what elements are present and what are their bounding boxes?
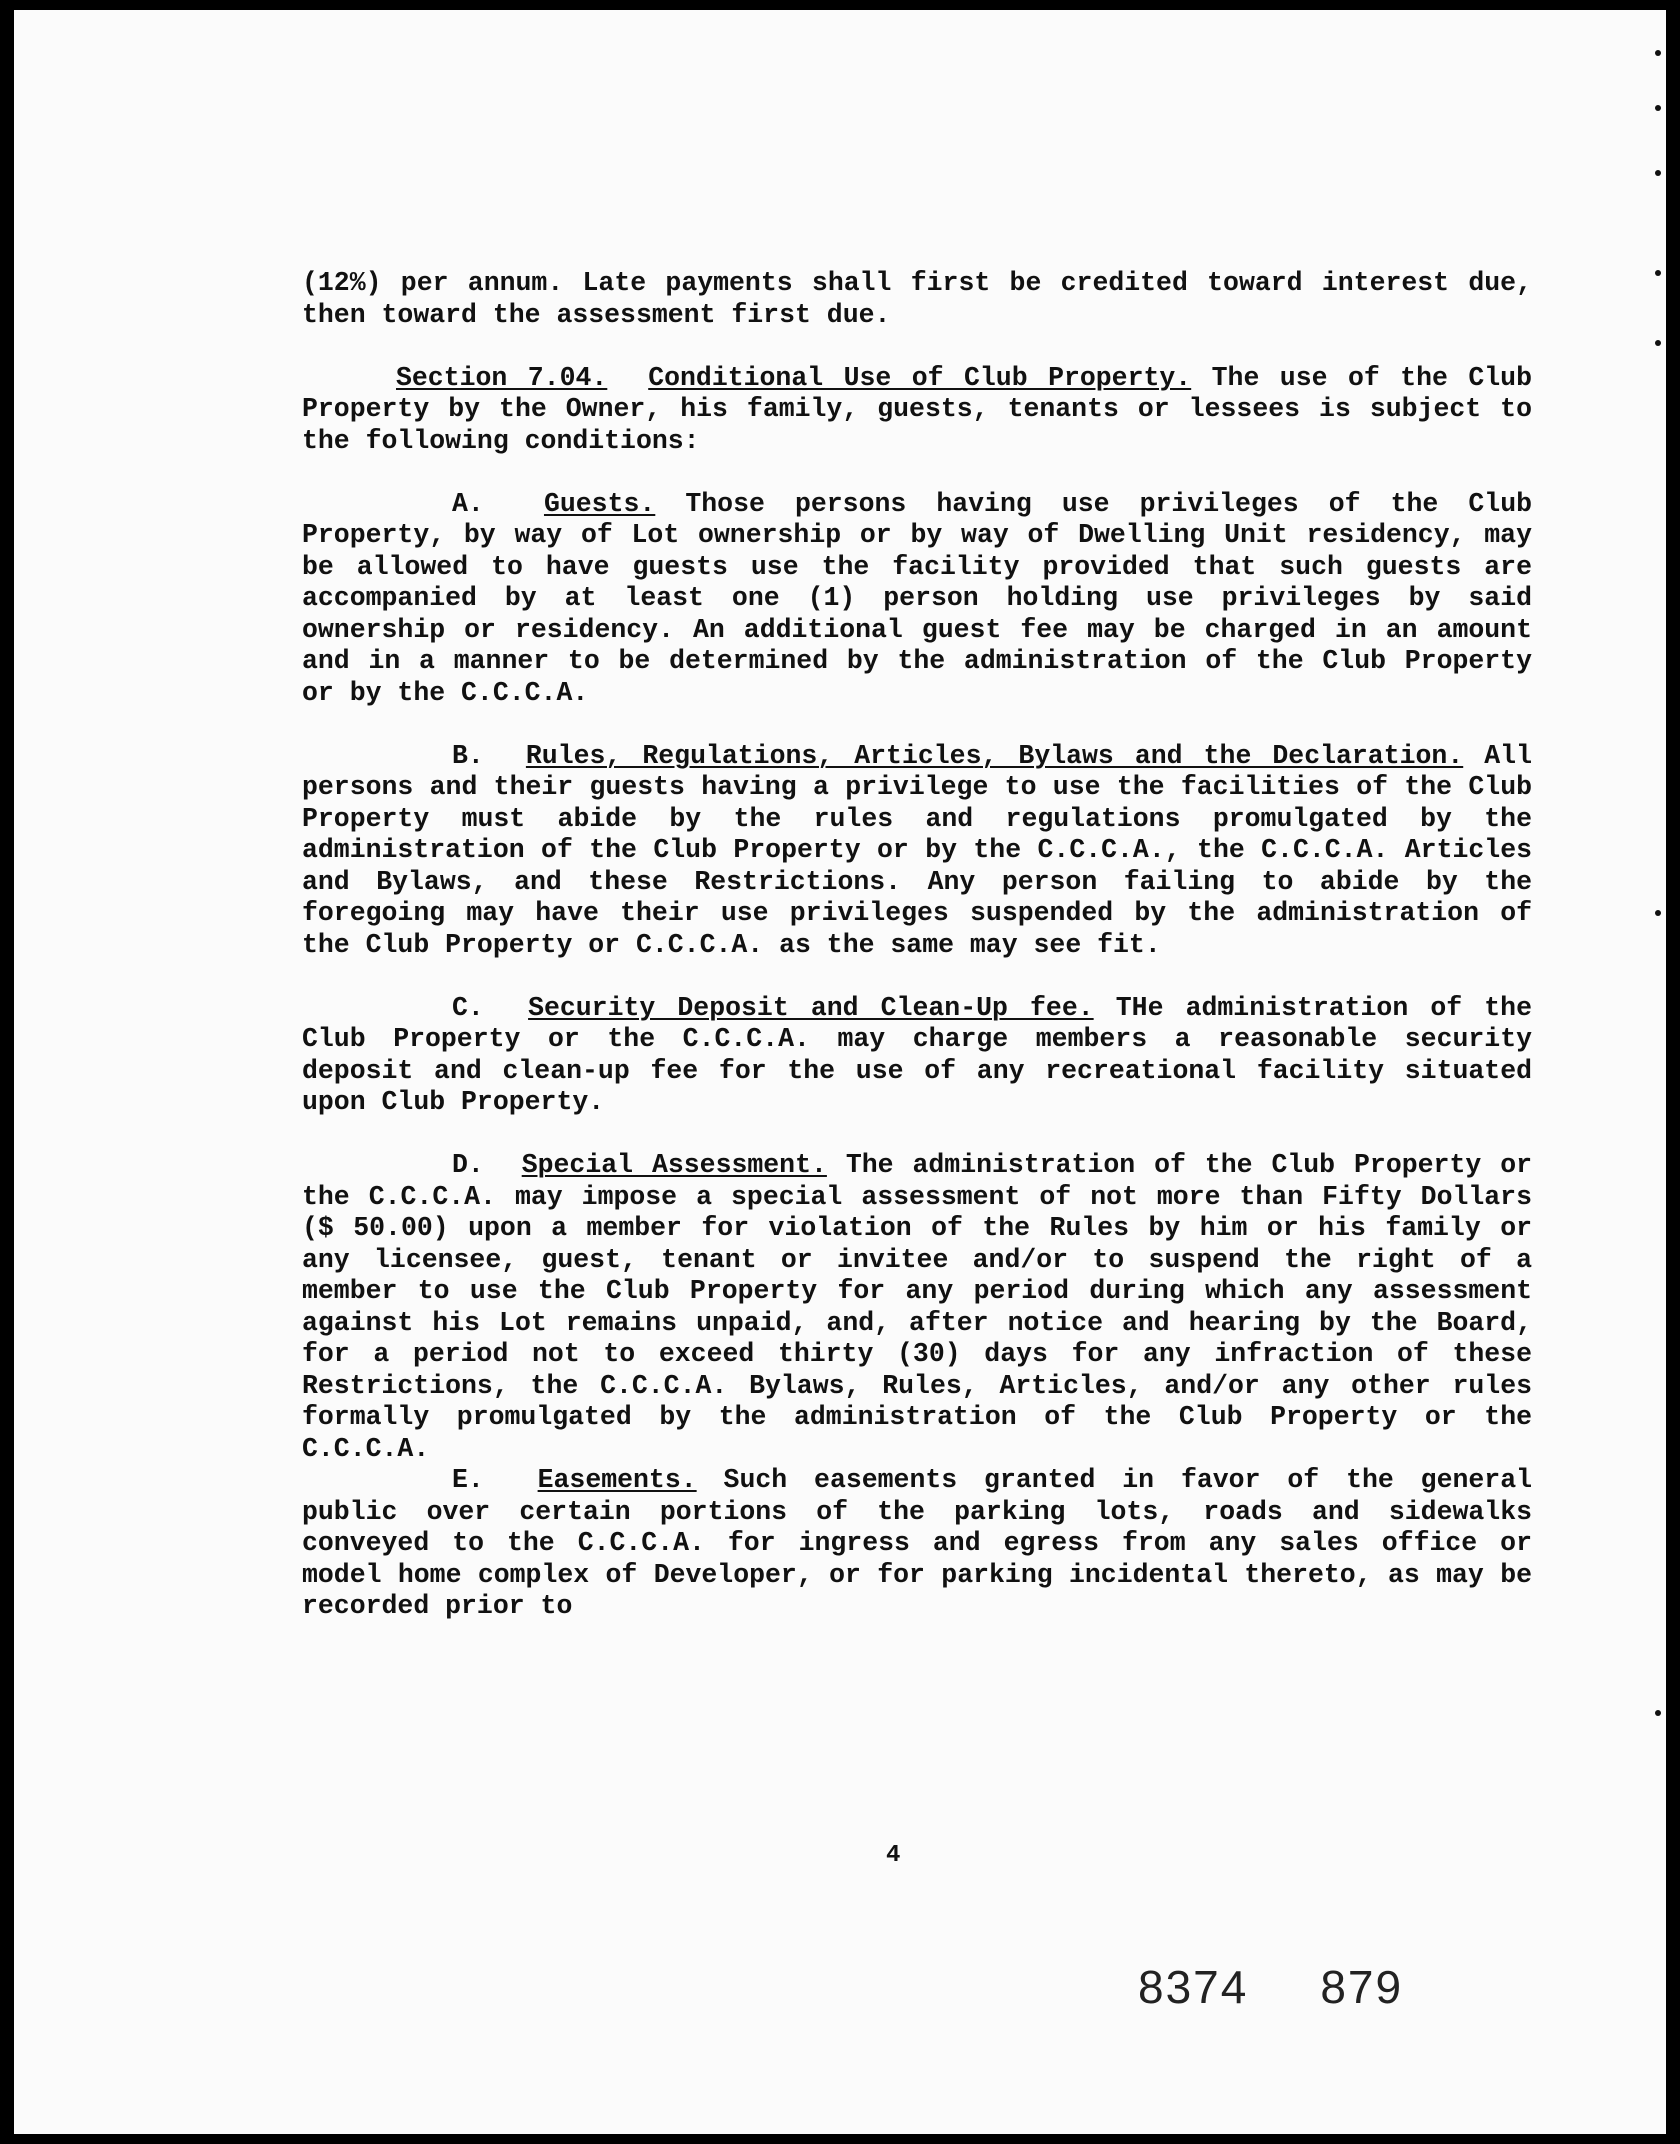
section-paragraph	[302, 363, 1532, 458]
item-letter: C.	[452, 992, 484, 1023]
item-heading: Special Assessment.	[521, 1150, 827, 1180]
item-body: All persons and their guests having a privilege to use the facilities of the Club Property must abide by the rules and regulations promulgated by the administration of the Club Property or by the C.C.C.A., the C.C.C.A. Articles and Bylaws, and these Restrictions. Any person failing to abide by the foregoing may have their use privileges suspended by the administration of the Club Property or C.C.C.A. as the same may see fit.	[302, 740, 1532, 960]
item-body: Those persons having use privileges of the Club Property, by way of Lot ownership or by way of Dwelling Unit residency, may be allowed to have guests use the facility provided that such guests are accompanied by at least one (1) person holding use privileges by said ownership or residency. An additional guest fee may be charged in an amount and in a manner to be determined by the administration of the Club Property or by the C.C.C.A.	[302, 488, 1532, 708]
scan-edge-marks	[1652, 10, 1664, 2134]
item-letter: E.	[452, 1465, 484, 1495]
item-letter: B.	[452, 740, 484, 771]
item-letter: D.	[452, 1150, 484, 1180]
item-paragraph-b	[302, 741, 1532, 962]
page-number: 4	[886, 1842, 901, 1869]
document-body	[302, 268, 1532, 1623]
top-paragraph	[302, 268, 1532, 331]
item-paragraph-e	[302, 1465, 1532, 1623]
item-heading: Guests.	[543, 488, 656, 519]
top-paragraph-text: (12%) per annum. Late payments shall first be credited toward interest due, then toward the assessment first due.	[302, 268, 1532, 330]
item-paragraph-a	[302, 489, 1532, 710]
bates-stamp	[1138, 1960, 1403, 2014]
item-heading: Easements.	[537, 1465, 697, 1495]
item-paragraph-d	[302, 1150, 1532, 1465]
item-paragraph-c	[302, 993, 1532, 1119]
stamp-part-1: 8374	[1138, 1961, 1249, 2013]
item-body: Such easements granted in favor of the general public over certain portions of the parking lots, roads and sidewalks conveyed to the C.C.C.A. for ingress and egress from any sales office or model home complex of Developer, or for parking incidental thereto, as may be recorded prior to	[302, 1465, 1532, 1621]
section-title: Conditional Use of Club Property.	[648, 362, 1192, 393]
stamp-part-2: 879	[1320, 1961, 1404, 2013]
item-body: THe administration of the Club Property or the C.C.C.A. may charge members a reasonable security deposit and clean-up fee for the use of any recreational facility situated upon Club Property.	[302, 992, 1532, 1117]
section-body: The use of the Club Property by the Owner, his family, guests, tenants or lessees is subject to the following conditions:	[302, 362, 1532, 456]
item-letter: A.	[452, 488, 484, 519]
item-body: The administration of the Club Property or the C.C.C.A. may impose a special assessment of not more than Fifty Dollars ($ 50.00) upon a member for violation of the Rules by him or his family or any licensee, guest, tenant or invitee and/or to suspend the right of a member to use the Club Property for any period during which any assessment against his Lot remains unpaid, and, after notice and hearing by the Board, for a period not to exceed thirty (30) days for any infraction of these Restrictions, the C.C.C.A. Bylaws, Rules, Articles, and/or any other rules formally promulgated by the administration of the Club Property or the C.C.C.A.	[302, 1150, 1533, 1464]
section-number: Section 7.04.	[396, 362, 608, 393]
item-heading: Rules, Regulations, Articles, Bylaws and the Declaration.	[525, 740, 1464, 771]
item-heading: Security Deposit and Clean-Up fee.	[528, 992, 1094, 1023]
